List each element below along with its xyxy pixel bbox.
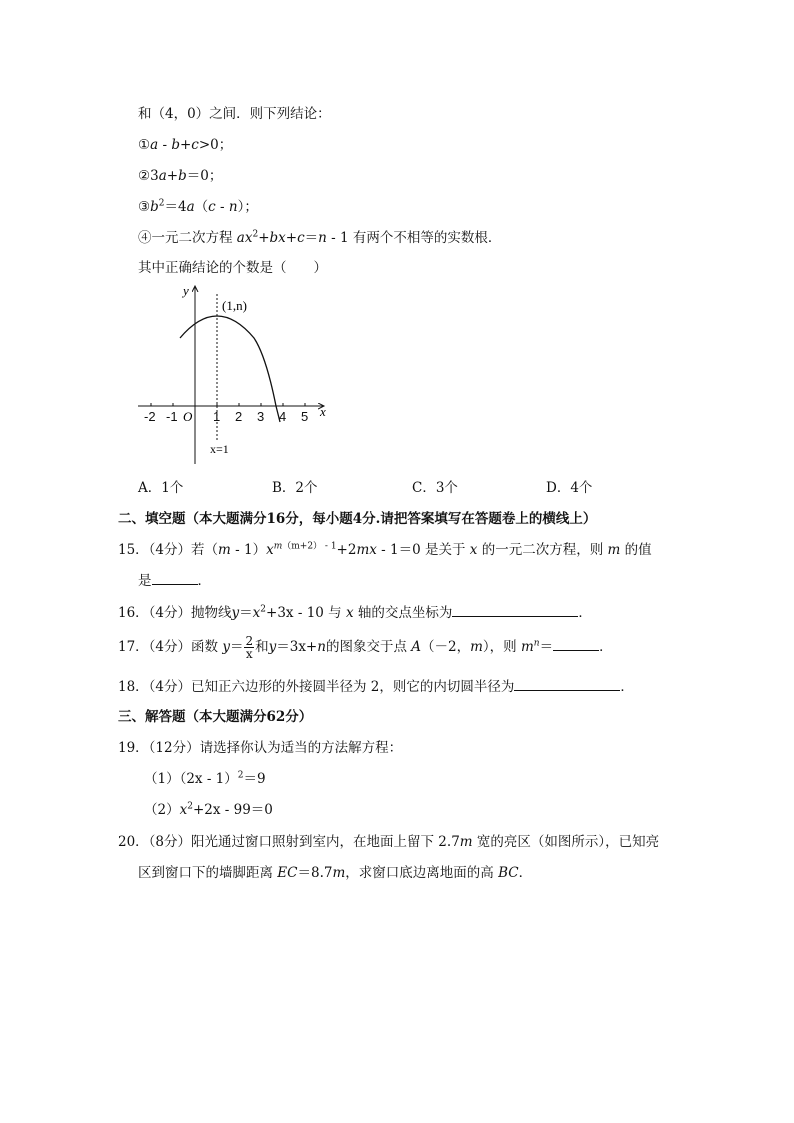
symmetry-label: x=1 (210, 442, 229, 456)
section-3-title: 三、解答题（本大题满分62分） (118, 709, 313, 725)
tick-label: -1 (166, 409, 178, 424)
q14-continuation: 和（4，0）之间．则下列结论： (138, 106, 331, 122)
answer-blank[interactable] (553, 636, 599, 651)
q19-part-2: $(2)x^2+2x - 99=0$ (144, 801, 273, 818)
choice-a: A．1个 (138, 480, 184, 496)
answer-blank[interactable] (514, 676, 620, 691)
origin-label: O (183, 409, 193, 424)
tick-label: 4 (279, 409, 287, 424)
y-axis-label: y (183, 283, 189, 298)
choice-b: B．2个 (272, 480, 318, 496)
section-2-title: 二、填空题（本大题满分16分，每小题4分.请把答案填写在答题卷上的横线上） (118, 511, 597, 527)
q14-conclusion-4: ④一元二次方程 $ax^2+bx+c=n - 1$ 有两个不相等的实数根． (138, 229, 502, 246)
q16: 16．（4分）抛物线$y=x^2+3x - 10$ 与 x 轴的交点坐标为 ． (118, 602, 592, 623)
q15-line-2: 是 ． (138, 570, 211, 591)
tick-label: 1 (213, 409, 221, 424)
tick-label: 2 (235, 409, 243, 424)
q14-conclusion-3: $③b^2=4a(c - n)$； (138, 198, 258, 215)
fraction: $\frac{2}{x}$ (245, 634, 254, 661)
q15-line-1: 15．（4分）若$(m - 1)x^{m(m+2) - 1}+2mx - 1=0$ 是关于 x 的一元二次方程，则 m 的值 (118, 541, 652, 558)
choice-c: C．3个 (412, 480, 458, 496)
tick-label: 5 (301, 409, 309, 424)
q14-conclusion-1: ①a - b+c>0； (138, 137, 233, 153)
q18: 18．（4分）已知正六边形的外接圆半径为 2，则它的内切圆半径为 ． (118, 676, 634, 697)
answer-blank[interactable] (152, 570, 198, 585)
vertex-label: (1,n) (222, 298, 247, 313)
tick-label: -2 (144, 409, 156, 424)
parabola-graph (130, 280, 340, 465)
q17: 17．（4分）函数 y＝ $\frac{2}{x}$ 和y＝3x+n的图象交于点 A（－2，m），则 $m^n=$ ． (118, 634, 613, 661)
tick-label: 3 (257, 409, 265, 424)
x-axis-label: x (320, 404, 326, 419)
q20-line-2: 区到窗口下的墙脚距离 EC＝8.7m，求窗口底边离地面的高 BC． (138, 865, 533, 881)
choice-d: D．4个 (546, 480, 593, 496)
answer-blank[interactable] (452, 602, 578, 617)
q14-conclusion-2: ②3a+b＝0； (138, 168, 223, 184)
q19-stem: 19．（12分）请选择你认为适当的方法解方程： (118, 740, 403, 756)
q14-question: 其中正确结论的个数是（ ） (138, 260, 327, 276)
q19-part-1: （1）（2x - 1）$^2$＝9 (144, 770, 266, 787)
q20-line-1: 20．（8分）阳光通过窗口照射到室内，在地面上留下 2.7m 宽的亮区（如图所示），已知亮 (118, 834, 660, 850)
